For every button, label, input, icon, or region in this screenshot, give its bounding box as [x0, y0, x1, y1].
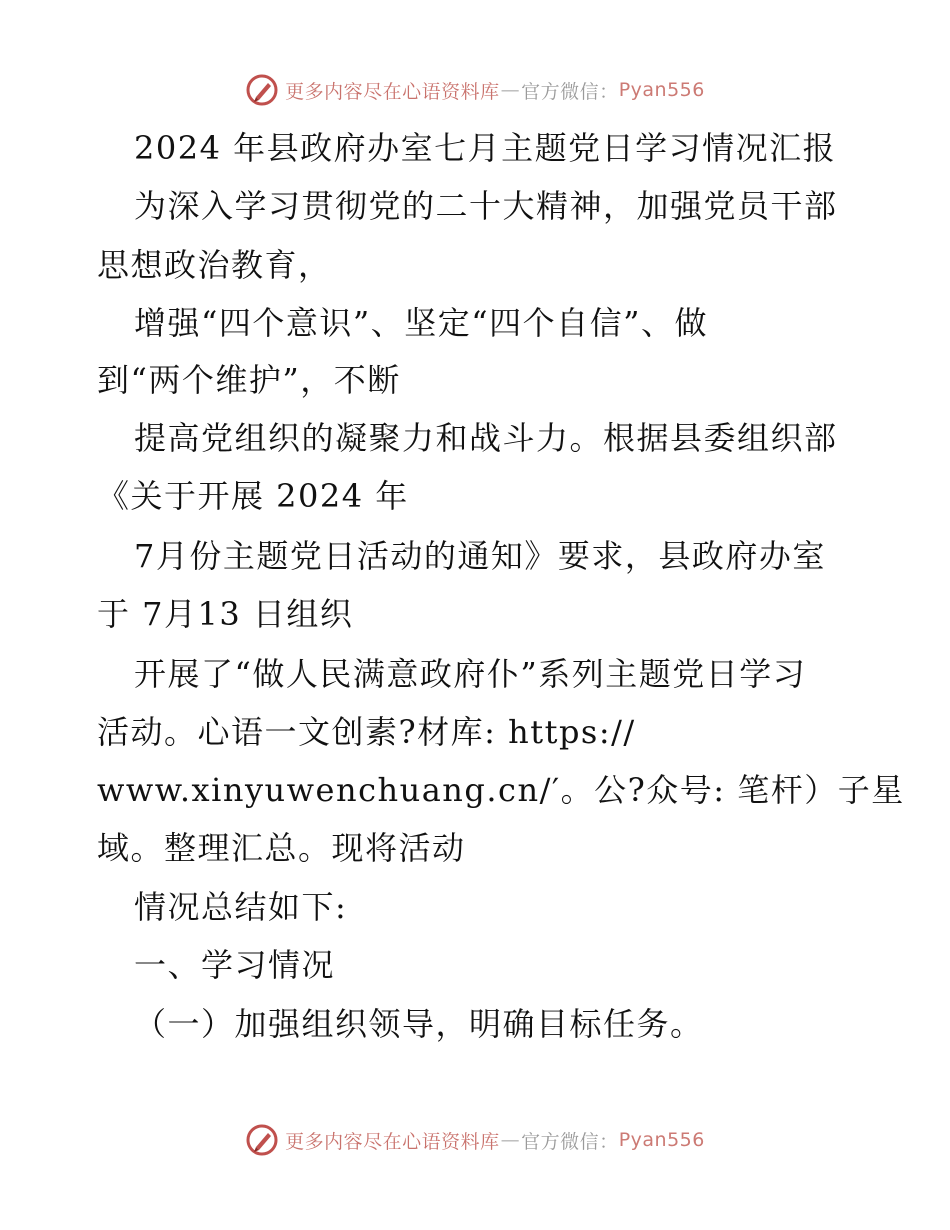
- paragraph-line: www.xinyuwenchuang.cn/′。公?众号: 笔杆）子星: [97, 771, 905, 809]
- section-heading: 一、学习情况: [134, 946, 336, 984]
- watermark-main-text: 更多内容尽在心语资料库: [285, 80, 500, 103]
- paragraph-line: 情况总结如下:: [134, 888, 348, 926]
- paragraph-line: 为深入学习贯彻党的二十大精神，加强党员干部: [134, 187, 838, 225]
- watermark-official-label: 官方微信：: [521, 80, 619, 103]
- paragraph-line: 于 7月13 日组织: [97, 595, 354, 633]
- paragraph-line: 增强“四个意识”、坚定“四个自信”、做: [134, 304, 708, 342]
- paragraph-line: 思想政治教育，: [97, 246, 332, 284]
- subsection-heading: （一）加强组织领导，明确目标任务。: [134, 1005, 704, 1043]
- watermark-separator: —: [500, 1129, 521, 1151]
- watermark-wechat-id: Pyan556: [618, 79, 705, 101]
- paragraph-line: 域。整理汇总。现将活动: [97, 829, 466, 867]
- watermark-wechat-id: Pyan556: [618, 1129, 705, 1151]
- pen-logo-icon: [245, 1123, 279, 1157]
- paragraph-line: 活动。心语一文创素?材库: https://: [97, 713, 636, 751]
- watermark-official-label: 官方微信：: [521, 1130, 619, 1153]
- paragraph-line: 到“两个维护”，不断: [97, 361, 401, 399]
- paragraph-line: 提高党组织的凝聚力和战斗力。根据县委组织部: [134, 419, 838, 457]
- watermark-separator: —: [500, 79, 521, 101]
- watermark-main-text: 更多内容尽在心语资料库: [285, 1130, 500, 1153]
- paragraph-line: 开展了“做人民满意政府仆”系列主题党日学习: [134, 655, 807, 693]
- header-watermark: [0, 70, 950, 110]
- paragraph-line: 7月份主题党日活动的通知》要求，县政府办室: [134, 537, 826, 575]
- footer-watermark: [0, 1120, 950, 1160]
- document-title: 2024 年县政府办室七月主题党日学习情况汇报: [134, 129, 837, 167]
- pen-logo-icon: [245, 73, 279, 107]
- paragraph-line: 《关于开展 2024 年: [97, 477, 409, 515]
